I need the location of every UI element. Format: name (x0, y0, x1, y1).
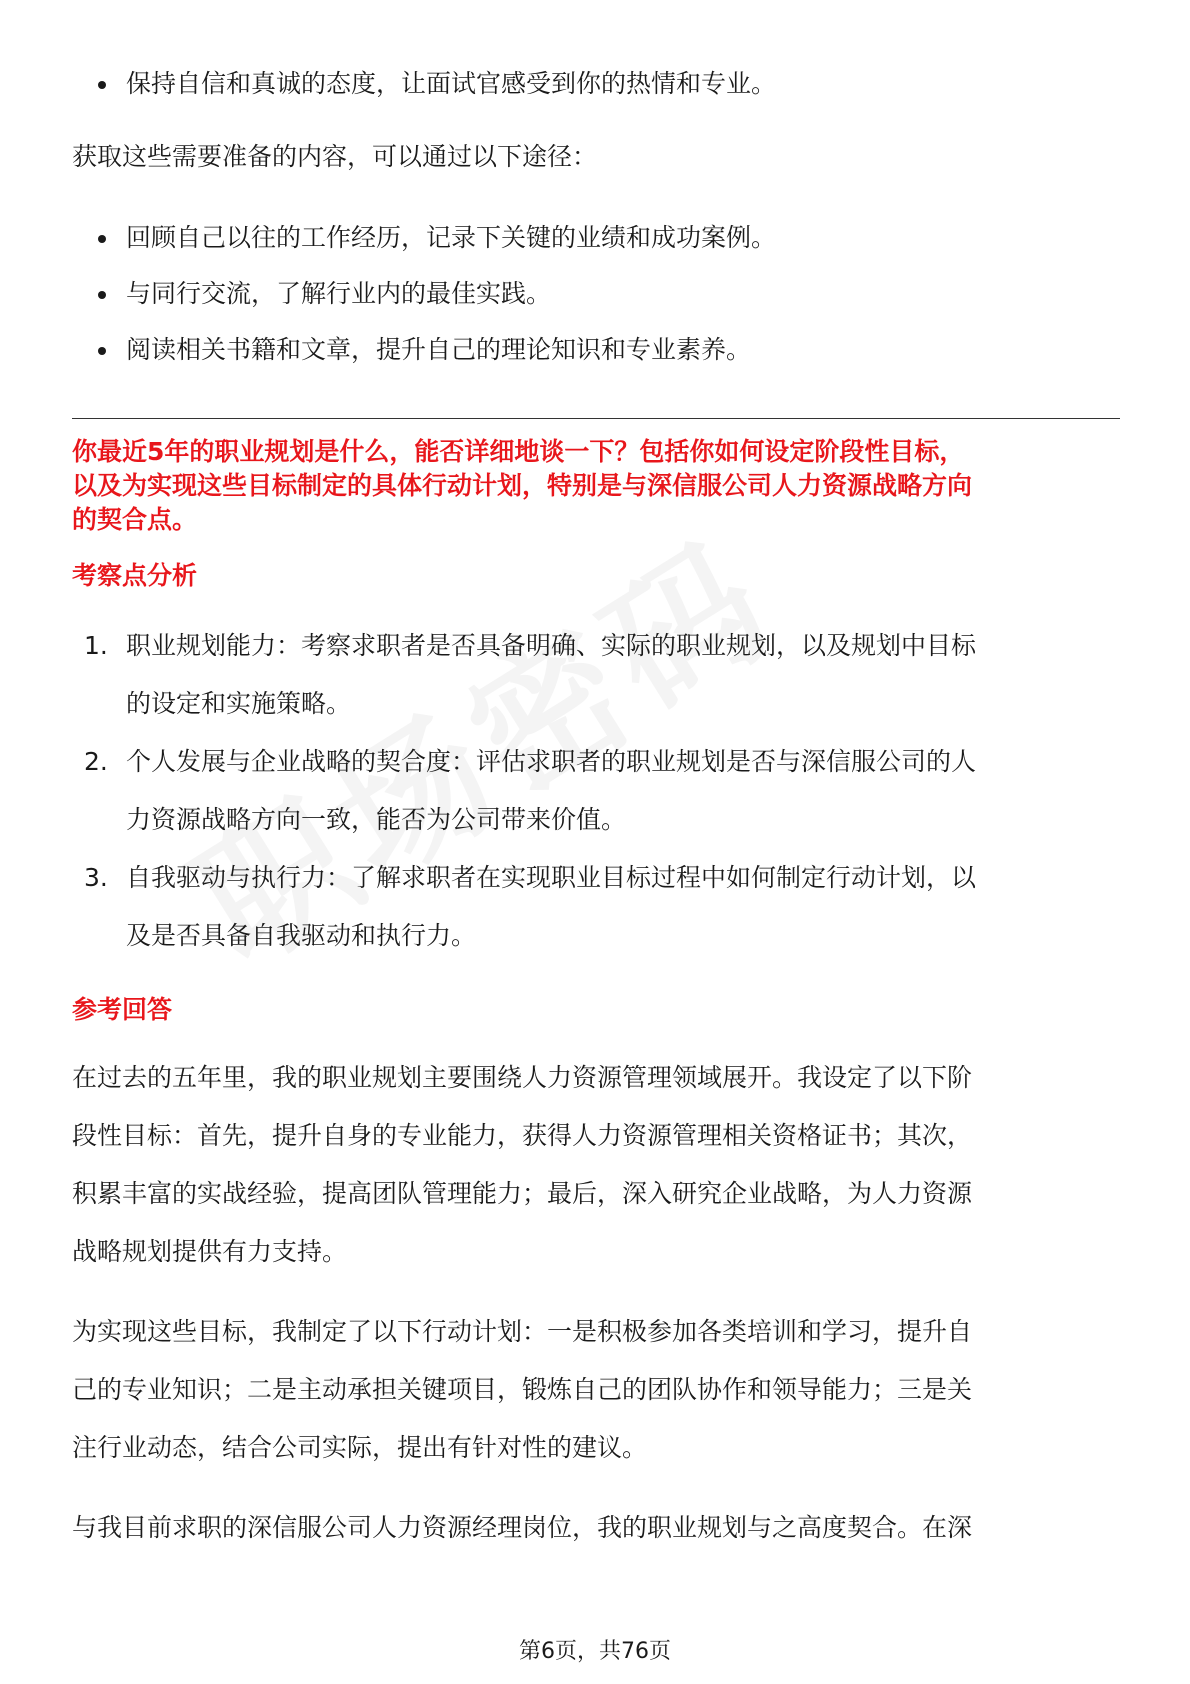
item-number: 2. (84, 747, 108, 776)
intro-paragraph: 获取这些需要准备的内容，可以通过以下途径： (72, 142, 598, 171)
list-item: 阅读相关书籍和文章，提升自己的理论知识和专业素养。 (72, 322, 1120, 378)
answer-line: 积累丰富的实战经验，提高团队管理能力；最后，深入研究企业战略，为人力资源 (72, 1179, 973, 1208)
question-line: 以及为实现这些目标制定的具体行动计划，特别是与深信服公司人力资源战略方向 (72, 471, 973, 500)
answer-line: 注行业动态，结合公司实际，提出有针对性的建议。 (72, 1433, 648, 1462)
page-footer: 第6页，共76页 (519, 1639, 671, 1664)
answer-line: 在过去的五年里，我的职业规划主要围绕人力资源管理领域展开。我设定了以下阶 (72, 1063, 973, 1092)
answer-line: 与我目前求职的深信服公司人力资源经理岗位，我的职业规划与之高度契合。在深 (72, 1513, 973, 1542)
answer-line: 为实现这些目标，我制定了以下行动计划：一是积极参加各类培训和学习，提升自 (72, 1317, 973, 1346)
question-line: 的契合点。 (72, 505, 198, 534)
item-line: 力资源战略方向一致，能否为公司带来价值。 (126, 805, 627, 834)
page-content (72, 56, 1120, 1557)
list-item: 保持自信和真诚的态度，让面试官感受到你的热情和专业。 (72, 56, 1120, 112)
answer-heading: 参考回答 (72, 995, 173, 1024)
answer-line: 段性目标：首先，提升自身的专业能力，获得人力资源管理相关资格证书；其次， (72, 1121, 973, 1150)
list-item (72, 849, 1120, 965)
list-item (72, 617, 1120, 733)
item-number: 3. (84, 863, 108, 892)
answer-paragraph (72, 1303, 1120, 1477)
list-item: 与同行交流，了解行业内的最佳实践。 (72, 266, 1120, 322)
question-line: 你最近5年的职业规划是什么，能否详细地谈一下？包括你如何设定阶段性目标， (72, 437, 965, 466)
top-bullet-list (72, 56, 1120, 112)
section-divider (72, 418, 1120, 419)
analysis-list (72, 617, 1120, 965)
answer-paragraph (72, 1499, 1120, 1557)
item-line: 职业规划能力：考察求职者是否具备明确、实际的职业规划，以及规划中目标 (126, 631, 977, 660)
source-bullet-list (72, 210, 1120, 378)
answer-paragraph (72, 1049, 1120, 1281)
answer-line: 战略规划提供有力支持。 (72, 1237, 348, 1266)
item-line: 个人发展与企业战略的契合度：评估求职者的职业规划是否与深信服公司的人 (126, 747, 977, 776)
item-line: 及是否具备自我驱动和执行力。 (126, 921, 477, 950)
item-line: 的设定和实施策略。 (126, 689, 352, 718)
answer-line: 己的专业知识；二是主动承担关键项目，锻炼自己的团队协作和领导能力；三是关 (72, 1375, 973, 1404)
interview-question (72, 435, 1120, 537)
item-line: 自我驱动与执行力：了解求职者在实现职业目标过程中如何制定行动计划，以 (126, 863, 977, 892)
item-number: 1. (84, 631, 108, 660)
analysis-heading: 考察点分析 (72, 561, 198, 590)
list-item (72, 733, 1120, 849)
list-item: 回顾自己以往的工作经历，记录下关键的业绩和成功案例。 (72, 210, 1120, 266)
